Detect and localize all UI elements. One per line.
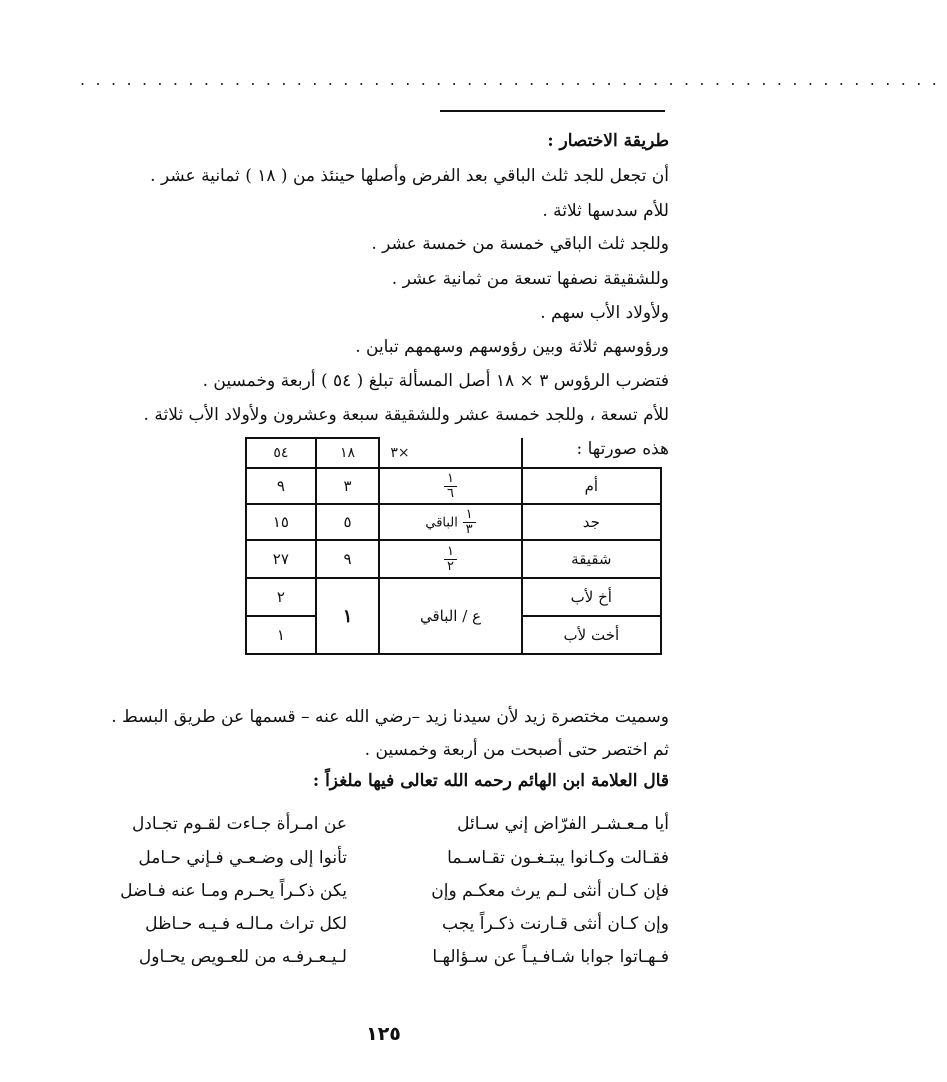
poem-hemistich-second: عن امـرأة جـاءت لقـوم تجـادل — [131, 814, 347, 834]
heir-cell: جد — [522, 504, 661, 540]
total-cell: ٢ — [246, 578, 316, 616]
total-cell: ١٥ — [246, 504, 316, 540]
body-line: هذه صورتها : — [576, 439, 669, 459]
horizontal-rule — [440, 110, 665, 112]
heir-cell: أخ لأب — [522, 578, 661, 616]
poem-hemistich-first: وإن كـان أنثى قـارنت ذكـراً يجب — [442, 914, 669, 934]
body-line: ثم اختصر حتى أصبحت من أربعة وخمسين . — [364, 740, 669, 760]
top-dotted-rule: ........................................................ — [80, 70, 947, 89]
body-line: وسميت مختصرة زيد لأن سيدنا زيد –رضي الله عنه – قسمها عن طريق البسط . — [111, 707, 669, 727]
total-cell: ٩ — [246, 468, 316, 504]
table-header-row — [246, 438, 661, 468]
base-cell: ١ — [316, 578, 380, 654]
total-cell: ٢٧ — [246, 540, 316, 578]
table-multiplier: ×٣ — [379, 438, 521, 468]
share-cell — [379, 468, 521, 504]
table-base-header: ١٨ — [316, 438, 380, 468]
poem-hemistich-first: فقـالت وكـانوا يبتـغـون تقـاسـما — [447, 848, 669, 868]
fraction: $\frac{١}{٦}$ — [444, 472, 457, 501]
heir-cell: شقيقة — [522, 540, 661, 578]
base-cell: ٩ — [316, 540, 380, 578]
table-header-blank — [522, 438, 661, 468]
table-row — [246, 468, 661, 504]
fraction: $\frac{١}{٢}$ — [444, 545, 457, 574]
heir-cell: أم — [522, 468, 661, 504]
poem-hemistich-second: لكل تراث مـالـه فـيـه حـاظل — [145, 914, 347, 934]
body-line: وللشقيقة نصفها تسعة من ثمانية عشر . — [391, 269, 669, 289]
share-cell — [379, 504, 521, 540]
body-line: أن تجعل للجد ثلث الباقي بعد الفرض وأصلها حينئذ من ( ١٨ ) ثمانية عشر . — [150, 166, 669, 186]
poem-intro: قال العلامة ابن الهائم رحمه الله تعالى فيها ملغزاً : — [312, 771, 669, 791]
poem-hemistich-second: يكن ذكـراً يحـرم ومـا عنه فـاضل — [120, 881, 347, 901]
base-cell: ٥ — [316, 504, 380, 540]
poem-hemistich-first: فإن كـان أنثى لـم يرث معكـم وإن — [431, 881, 669, 901]
poem-hemistich-second: تأنوا إلى وضـعـي فـإني حـامل — [138, 848, 347, 868]
share-suffix: الباقي — [425, 515, 458, 530]
table-row — [246, 504, 661, 540]
poem-hemistich-first: فـهـاتوا جوابا شـافـيـاً عن سـؤالهـا — [432, 947, 669, 967]
table-row — [246, 540, 661, 578]
poem-hemistich-first: أيا مـعـشـر الفرّاض إني سـائل — [457, 814, 669, 834]
share-cell — [379, 540, 521, 578]
table-row — [246, 578, 661, 616]
total-cell: ١ — [246, 616, 316, 654]
page-number: ١٢٥ — [366, 1023, 401, 1045]
body-line: ورؤوسهم ثلاثة وبين رؤوسهم وسهمهم تباين . — [355, 337, 669, 357]
share-cell: ع / الباقي — [379, 578, 521, 654]
fraction: $\frac{١}{٣}$ — [463, 508, 476, 537]
body-line: للأم سدسها ثلاثة . — [542, 201, 669, 221]
heir-cell: أخت لأب — [522, 616, 661, 654]
body-line: فتضرب الرؤوس ٣ × ١٨ أصل المسألة تبلغ ( ٥٤ ) أربعة وخمسين . — [202, 371, 669, 391]
table-total-header: ٥٤ — [246, 438, 316, 468]
body-line: للأم تسعة ، وللجد خمسة عشر وللشقيقة سبعة وعشرون ولأولاد الأب ثلاثة . — [143, 405, 669, 425]
body-line: ولأولاد الأب سهم . — [540, 303, 669, 323]
body-line: وللجد ثلث الباقي خمسة من خمسة عشر . — [371, 234, 669, 254]
section-heading: طريقة الاختصار : — [547, 131, 669, 151]
inheritance-table — [245, 437, 662, 655]
poem-hemistich-second: لـيـعـرفـه من للعـويص يحـاول — [138, 947, 347, 967]
base-cell: ٣ — [316, 468, 380, 504]
